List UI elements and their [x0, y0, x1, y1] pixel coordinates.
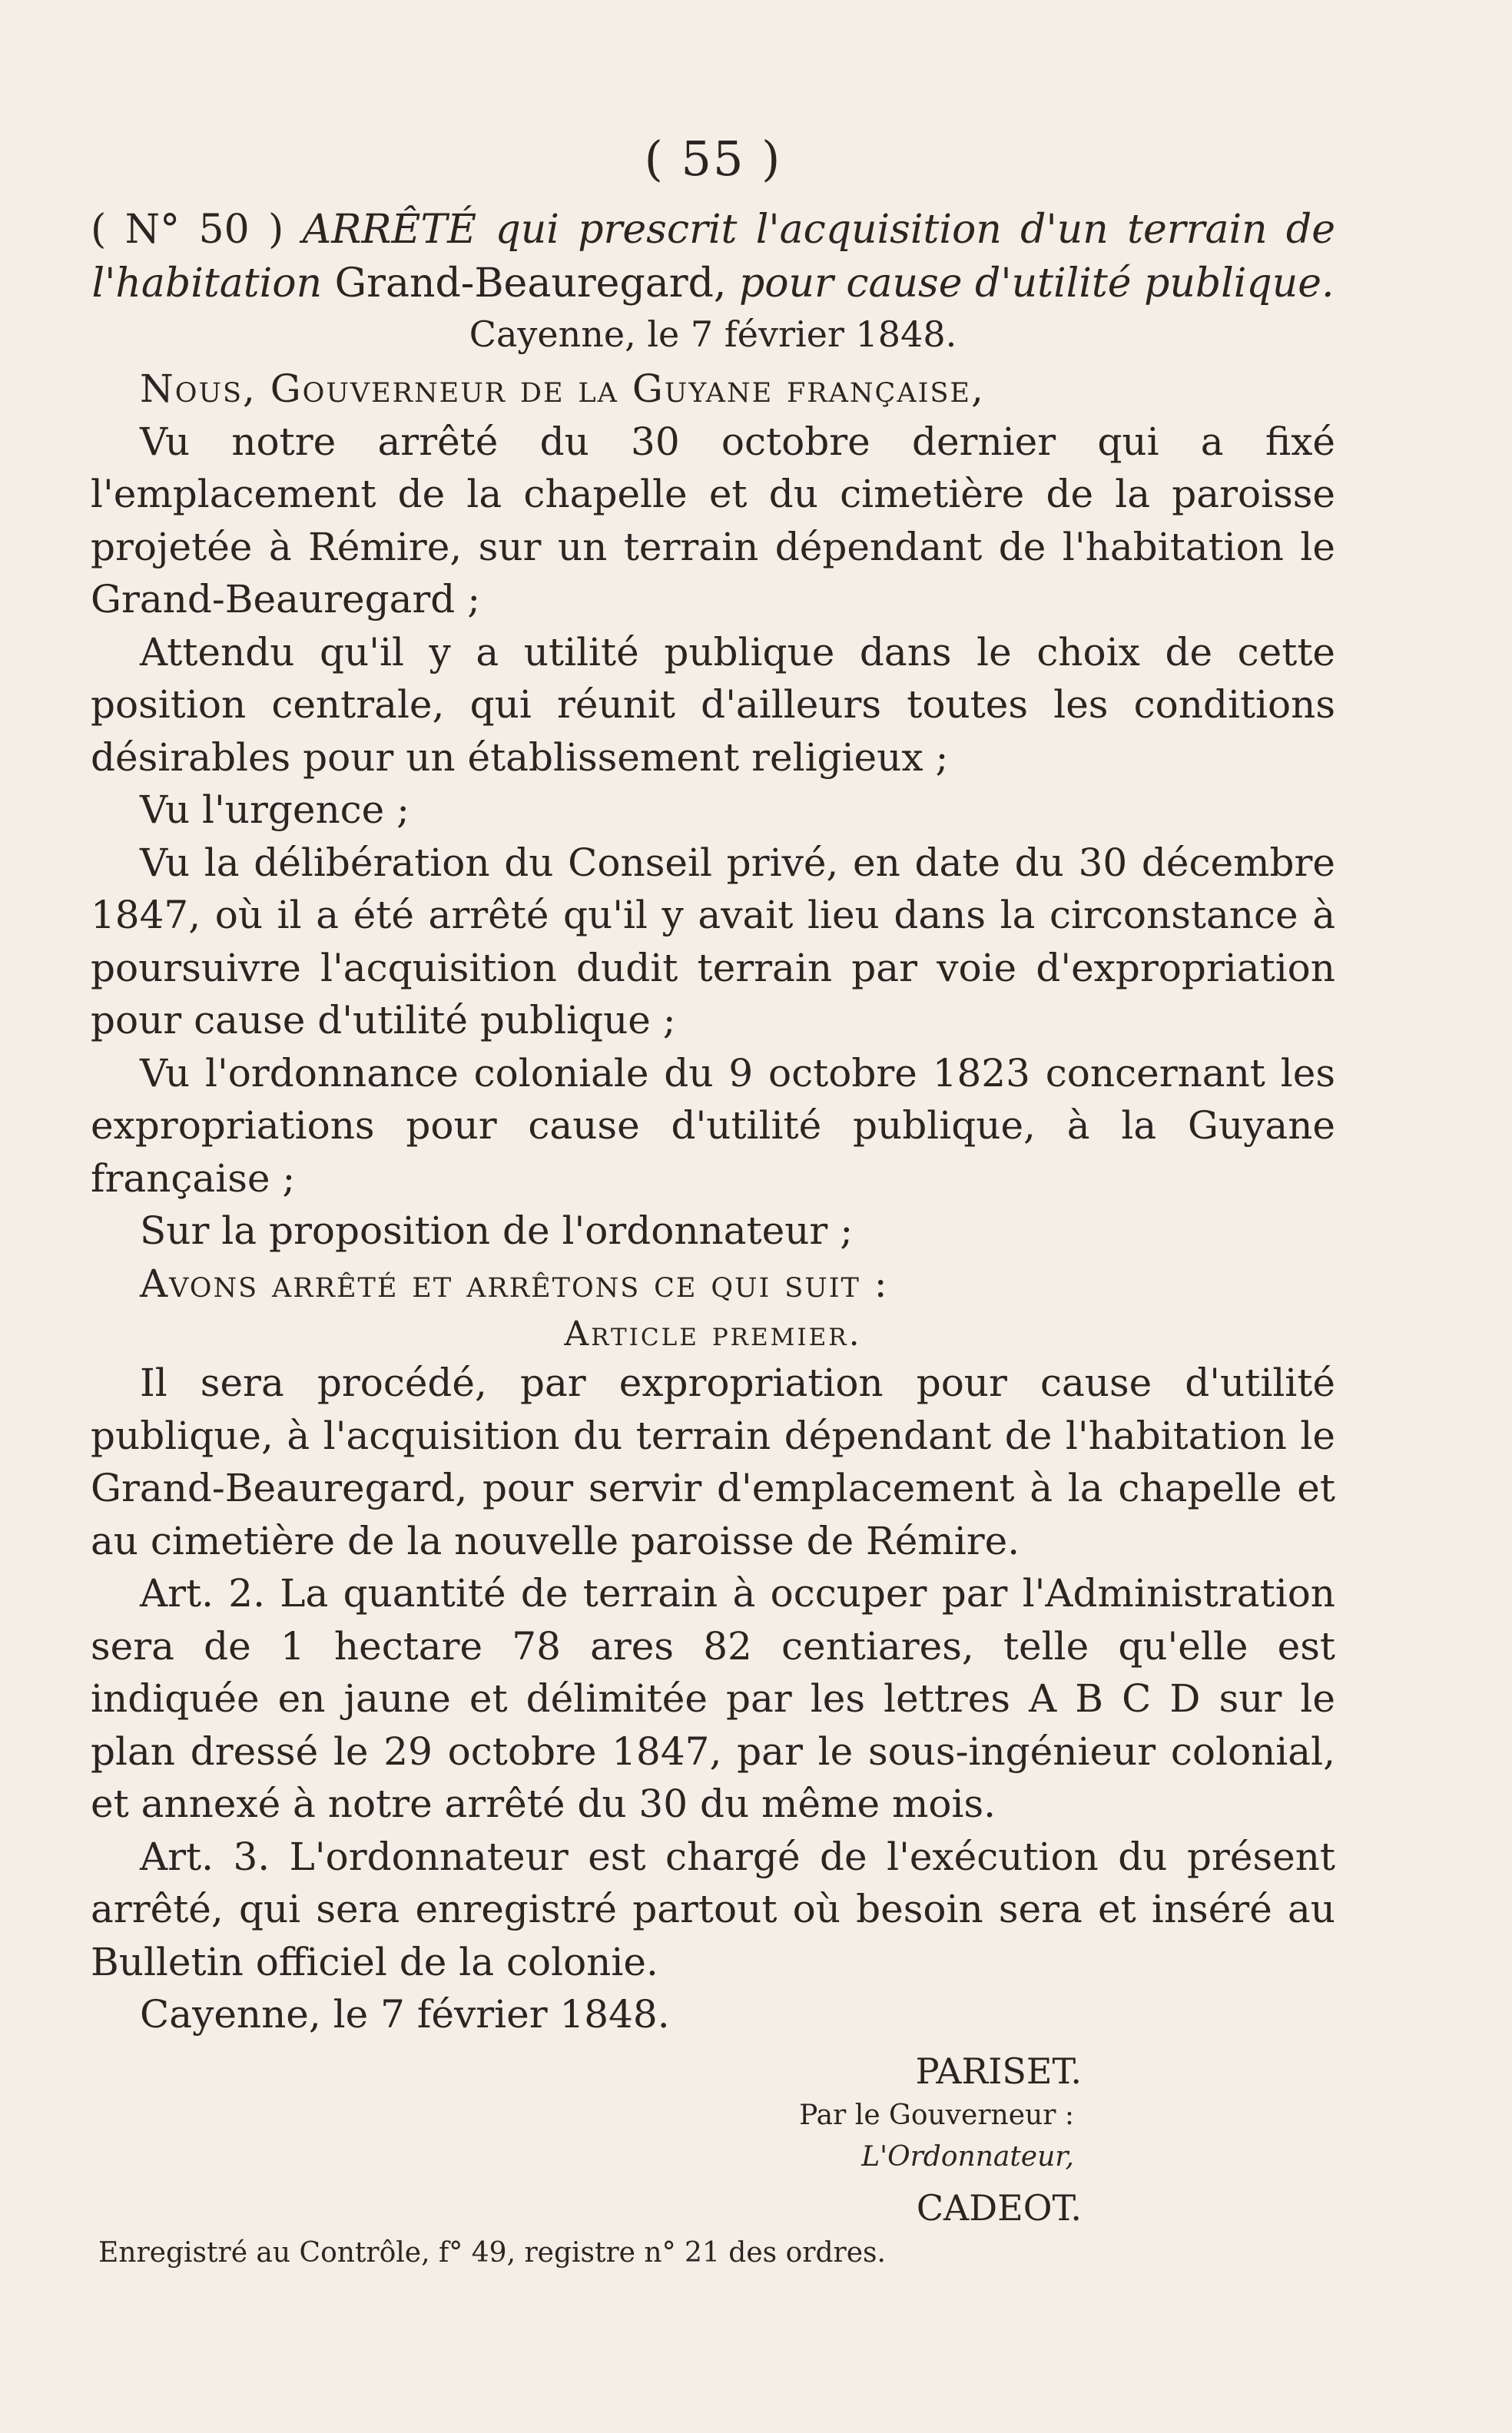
- decree-number: ( N° 50 ): [91, 207, 284, 253]
- consideration-paragraph: Vu la délibération du Conseil privé, en date du 30 décembre 1847, où il a été arrêté qu'il y avait lieu dans la circonstance à poursuivre l'acquisition dudit terrain par voie d'expropriation pour cause d'utilité publique ;: [91, 840, 1335, 1043]
- article-paragraph: Art. 2. La quantité de terrain à occuper par l'Administration sera de 1 hectare 78 ares 82 centiares, telle qu'elle est indiquée en jaune et délimitée par les lettres A B C D sur le plan dressé le 29 octobre 1847, par le sous-ingénieur colonial, et annexé à notre arrêté du 30 du même mois.: [91, 1571, 1335, 1827]
- decree-formula: Avons arrêté et arrêtons ce qui suit :: [140, 1261, 889, 1306]
- page-number: ( 55 ): [644, 131, 782, 187]
- decree-heading: ARRÊTÉ: [302, 207, 477, 253]
- article-paragraph: Il sera procédé, par expropriation pour cause d'utilité publique, à l'acquisition du terrain dépendant de l'habitation le Grand-Beauregard, pour servir d'emplacement à la chapelle et au cimetière de la nouvelle paroisse de Rémire.: [91, 1361, 1335, 1563]
- intro-line: Nous, Gouverneur de la Guyane française,: [140, 366, 985, 412]
- consideration-paragraph: Vu l'ordonnance coloniale du 9 octobre 1823 concernant les expropriations pour cause d'utilité publique, à la Guyane française ;: [91, 1050, 1335, 1201]
- signature-ordonnateur: CADEOT.: [916, 2186, 1082, 2229]
- consideration-paragraph: Sur la proposition de l'ordonnateur ;: [140, 1208, 854, 1254]
- closing-date: Cayenne, le 7 février 1848.: [140, 1992, 670, 2037]
- signature-title: L'Ordonnateur,: [861, 2140, 1074, 2173]
- decree-title-part2: pour cause d'utilité publique.: [738, 260, 1335, 307]
- consideration-paragraph: Vu l'urgence ;: [140, 787, 410, 833]
- document-page: [91, 131, 1335, 2269]
- signature-governor: PARISET.: [915, 2050, 1082, 2092]
- article-paragraph: Art. 3. L'ordonnateur est chargé de l'exécution du présent arrêté, qui sera enregistré partout où besoin sera et inséré au Bulletin officiel de la colonie.: [91, 1834, 1335, 1984]
- decree-title: [91, 204, 1335, 310]
- consideration-paragraph: Vu notre arrêté du 30 octobre dernier qui a fixé l'emplacement de la chapelle et du cimetière de la paroisse projetée à Rémire, sur un terrain dépendant de l'habitation le Grand-Beauregard ;: [91, 419, 1335, 622]
- registration-note: Enregistré au Contrôle, f° 49, registre n° 21 des ordres.: [98, 2237, 886, 2269]
- place-date: Cayenne, le 7 février 1848.: [469, 313, 957, 356]
- decree-title-part1: qui prescrit l'acquisition d'un terrain de l'habitation: [91, 207, 1335, 307]
- decree-title-place: Grand-Beauregard,: [334, 260, 727, 307]
- consideration-paragraph: Attendu qu'il y a utilité publique dans le choix de cette position centrale, qui réunit d'ailleurs toutes les conditions désirables pour un établissement religieux ;: [91, 629, 1335, 780]
- article-heading: Article premier.: [564, 1314, 862, 1354]
- signature-by-line: Par le Gouverneur :: [799, 2099, 1074, 2131]
